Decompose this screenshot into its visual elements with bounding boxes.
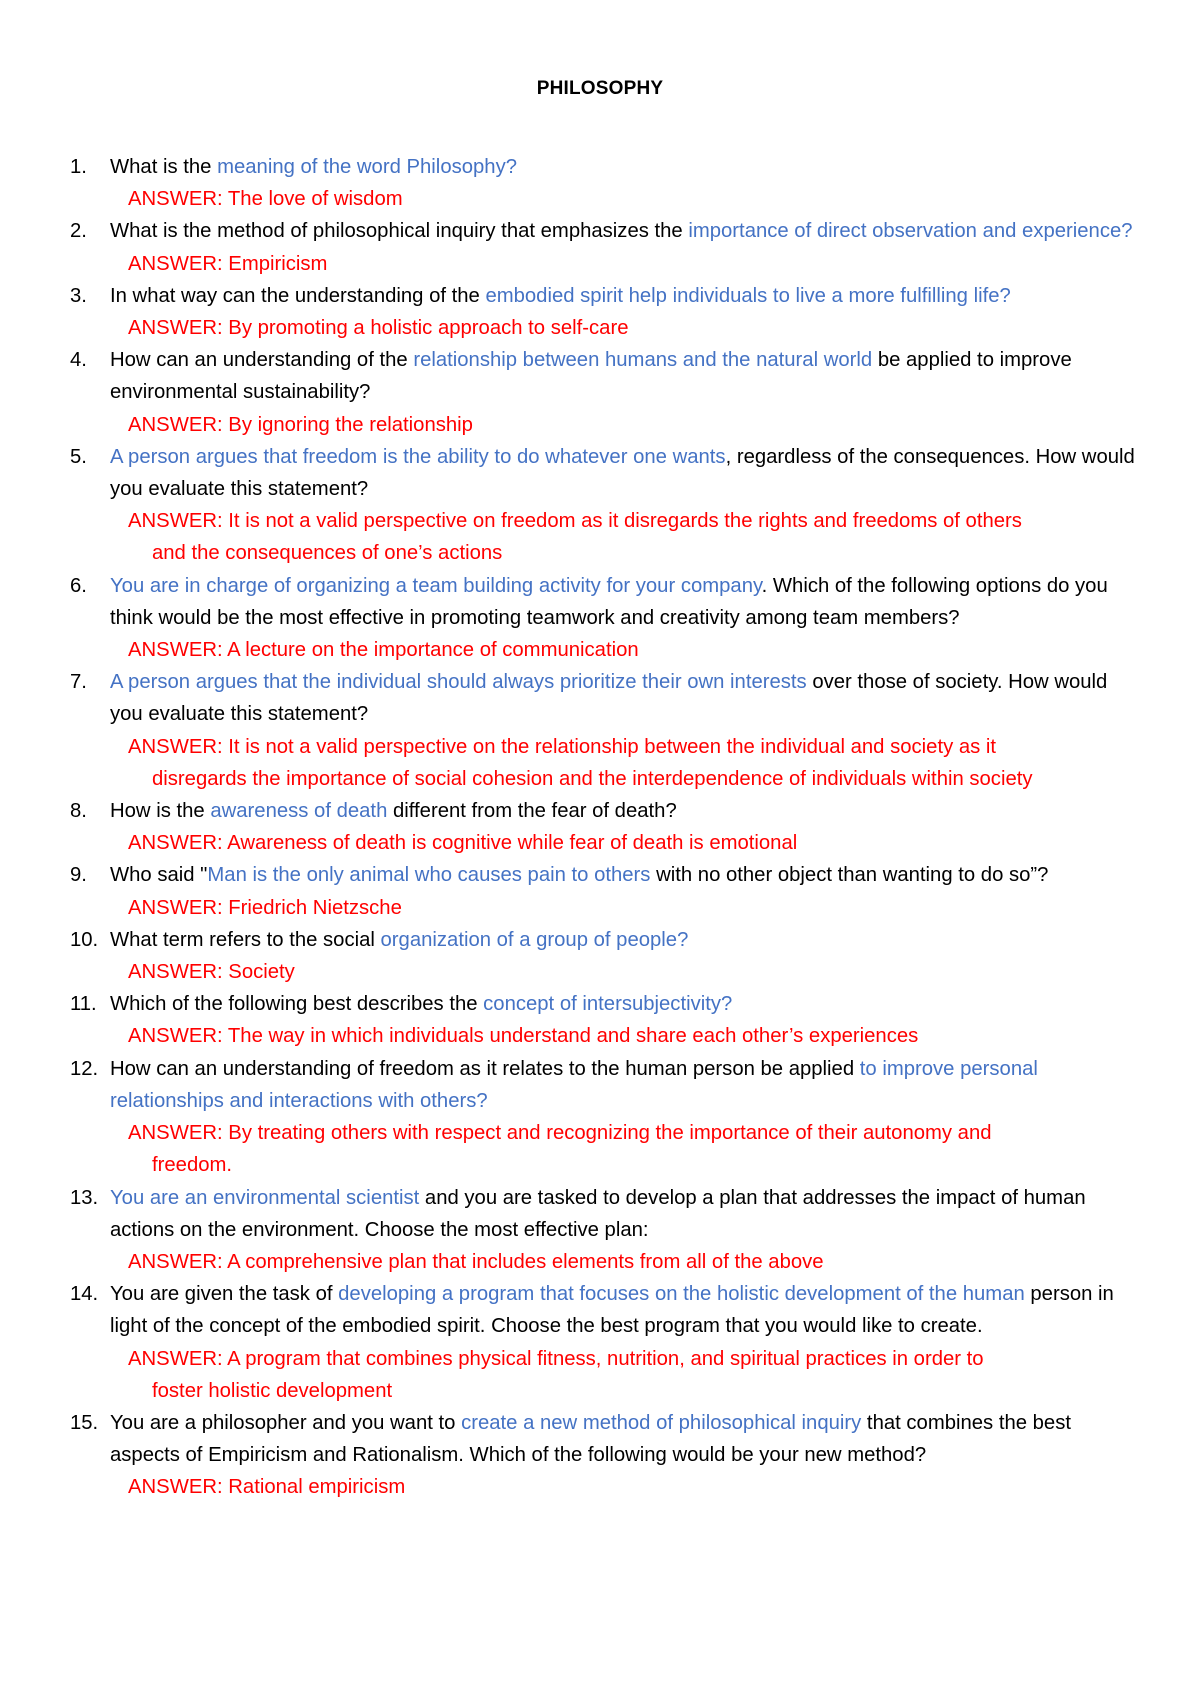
answer-text: ANSWER: It is not a valid perspective on the relationship between the individual and society as it [128, 735, 997, 758]
question [70, 280, 1140, 312]
question-text [110, 859, 1140, 891]
question-number: 15. [70, 1411, 99, 1434]
answer [70, 1246, 1140, 1278]
question-number: 10. [70, 928, 99, 951]
answer [70, 248, 1140, 280]
answer-text: ANSWER: It is not a valid perspective on freedom as it disregards the rights and freedoms of others [128, 510, 1022, 533]
question-text [110, 441, 1140, 505]
question [70, 859, 1140, 891]
question-text-plain: In what way can the understanding of the [110, 284, 486, 307]
answer [70, 956, 1140, 988]
question-text-plain: different from the fear of death? [387, 800, 677, 823]
qa-item [70, 924, 1140, 988]
answer-text-continued: and the consequences of one’s actions [152, 542, 503, 565]
answer [70, 183, 1140, 215]
question-text [110, 1182, 1140, 1246]
question-text-plain: be applied to improve environmental sustainability? [110, 349, 1072, 404]
answer [70, 409, 1140, 441]
question [70, 570, 1140, 634]
question-text [110, 280, 1140, 312]
question [70, 666, 1140, 730]
question-highlight: Man is the only animal who causes pain to others [207, 864, 651, 887]
question-highlight: A person argues that the individual should always prioritize their own interests [110, 671, 807, 694]
question-text-plain: person in light of the concept of the embodied spirit. Choose the best program that you would like to create. [110, 1283, 1114, 1338]
answer [70, 1020, 1140, 1052]
question-text-plain: , regardless of the consequences. How would you evaluate this statement? [110, 445, 1135, 501]
question-text [110, 1053, 1140, 1117]
qa-item [70, 859, 1140, 923]
question-number: 7. [70, 671, 87, 694]
answer-text: ANSWER: A lecture on the importance of communication [128, 639, 639, 662]
question-number: 6. [70, 574, 87, 597]
answer-text: ANSWER: The love of wisdom [128, 188, 403, 211]
page-title: PHILOSOPHY [536, 78, 664, 99]
question-number: 11. [70, 993, 97, 1016]
question-highlight: A person argues that freedom is the ability to do whatever one wants [110, 445, 726, 468]
answer-text: ANSWER: The way in which individuals understand and share each other’s experiences [128, 1025, 919, 1048]
question [70, 441, 1140, 505]
answer-text-continued: freedom. [152, 1154, 233, 1177]
question-text-plain: and you are tasked to develop a plan that addresses the impact of human actions on the environment. Choose the most effective plan: [110, 1186, 1086, 1241]
question-number: 9. [70, 864, 87, 887]
qa-item [70, 795, 1140, 859]
question-text [110, 795, 1140, 827]
question-text [110, 924, 1140, 956]
question-text-plain: How is the [110, 800, 211, 823]
question-list [70, 151, 1140, 1504]
answer [70, 827, 1140, 859]
qa-item [70, 151, 1140, 215]
question-highlight: You are an environmental scientist [110, 1186, 420, 1209]
qa-item [70, 1278, 1140, 1407]
question-text [110, 344, 1140, 408]
qa-item [70, 988, 1140, 1052]
question-text [110, 215, 1140, 247]
question-highlight: importance of direct observation and experience? [688, 220, 1133, 243]
question-text-plain: What is the method of philosophical inquiry that emphasizes the [110, 220, 689, 243]
question-number: 5. [70, 445, 87, 468]
question [70, 924, 1140, 956]
question-text-plain: What is the [110, 156, 218, 178]
answer-text: ANSWER: By treating others with respect and recognizing the importance of their autonomy and [128, 1122, 992, 1145]
question-text-plain: . Which of the following options do you think would be the most effective in promoting teamwork and creativity among team members? [110, 574, 1108, 629]
answer-text: ANSWER: By promoting a holistic approach to self-care [128, 317, 629, 340]
answer-text-continued: disregards the importance of social cohesion and the interdependence of individuals within society [152, 767, 1033, 790]
question-text-plain: Who said " [110, 864, 208, 887]
question-text-plain: How can an understanding of the [110, 349, 414, 372]
question-number: 1. [70, 156, 87, 178]
question [70, 795, 1140, 827]
question-highlight: You are in charge of organizing a team building activity for your company [110, 574, 762, 597]
question [70, 1407, 1140, 1471]
question-text [110, 988, 1140, 1020]
question-text [110, 570, 1140, 634]
answer [70, 312, 1140, 344]
question-text [110, 1278, 1140, 1342]
question-highlight: organization of a group of people? [380, 928, 689, 951]
question-highlight: meaning of the word Philosophy? [217, 156, 517, 178]
question-text [110, 1407, 1140, 1471]
question [70, 1182, 1140, 1246]
qa-item [70, 280, 1140, 344]
answer-text: ANSWER: Friedrich Nietzsche [128, 896, 402, 919]
question-highlight: concept of intersubjectivity? [483, 993, 733, 1016]
answer-text: ANSWER: Rational empiricism [128, 1476, 406, 1499]
answer-text: ANSWER: Empiricism [128, 252, 328, 275]
question-highlight: to improve personal relationships and interactions with others? [110, 1057, 1038, 1112]
qa-item [70, 344, 1140, 441]
question-highlight: embodied spirit help individuals to live a more fulfilling life? [485, 284, 1011, 307]
answer [70, 1471, 1140, 1503]
answer [70, 505, 1140, 569]
question-number: 4. [70, 349, 87, 372]
answer-text: ANSWER: Awareness of death is cognitive while fear of death is emotional [128, 832, 798, 855]
qa-item [70, 1407, 1140, 1504]
answer [70, 892, 1140, 924]
answer-text: ANSWER: By ignoring the relationship [128, 413, 473, 436]
answer [70, 634, 1140, 666]
question-number: 13. [70, 1186, 99, 1209]
question-text-plain: You are a philosopher and you want to [110, 1411, 462, 1434]
question [70, 344, 1140, 408]
question-text [110, 151, 1140, 183]
answer-text: ANSWER: Society [128, 961, 295, 984]
question [70, 215, 1140, 247]
question-text-plain: over those of society. How would you evaluate this statement? [110, 671, 1108, 726]
question-number: 14. [70, 1283, 99, 1306]
question-text [110, 666, 1140, 730]
question-text-plain: Which of the following best describes the [110, 993, 484, 1016]
answer [70, 1117, 1140, 1181]
qa-item [70, 1182, 1140, 1279]
question-highlight: developing a program that focuses on the holistic development of the human [338, 1283, 1025, 1306]
question-highlight: relationship between humans and the natural world [413, 349, 873, 372]
question [70, 1053, 1140, 1117]
question-text-plain: with no other object than wanting to do so”? [650, 864, 1049, 887]
qa-item [70, 570, 1140, 667]
answer [70, 731, 1140, 795]
question-highlight: awareness of death [210, 800, 388, 823]
question-number: 2. [70, 220, 87, 243]
question-number: 12. [70, 1057, 99, 1080]
question [70, 988, 1140, 1020]
question [70, 1278, 1140, 1342]
answer-text: ANSWER: A program that combines physical fitness, nutrition, and spiritual practices in order to [128, 1347, 984, 1370]
question [70, 151, 1140, 183]
qa-item [70, 666, 1140, 795]
question-text-plain: What term refers to the social [110, 928, 381, 951]
qa-item [70, 215, 1140, 279]
answer-text-continued: foster holistic development [152, 1379, 393, 1402]
question-highlight: create a new method of philosophical inquiry [461, 1411, 862, 1434]
answer [70, 1343, 1140, 1407]
qa-item [70, 441, 1140, 570]
question-number: 8. [70, 800, 87, 823]
question-number: 3. [70, 284, 87, 307]
question-text-plain: that combines the best aspects of Empiricism and Rationalism. Which of the following would be your new method? [110, 1411, 1071, 1467]
answer-text: ANSWER: A comprehensive plan that includes elements from all of the above [128, 1250, 824, 1273]
question-text-plain: You are given the task of [110, 1283, 339, 1306]
question-text-plain: How can an understanding of freedom as it relates to the human person be applied [110, 1057, 860, 1080]
qa-item [70, 1053, 1140, 1182]
